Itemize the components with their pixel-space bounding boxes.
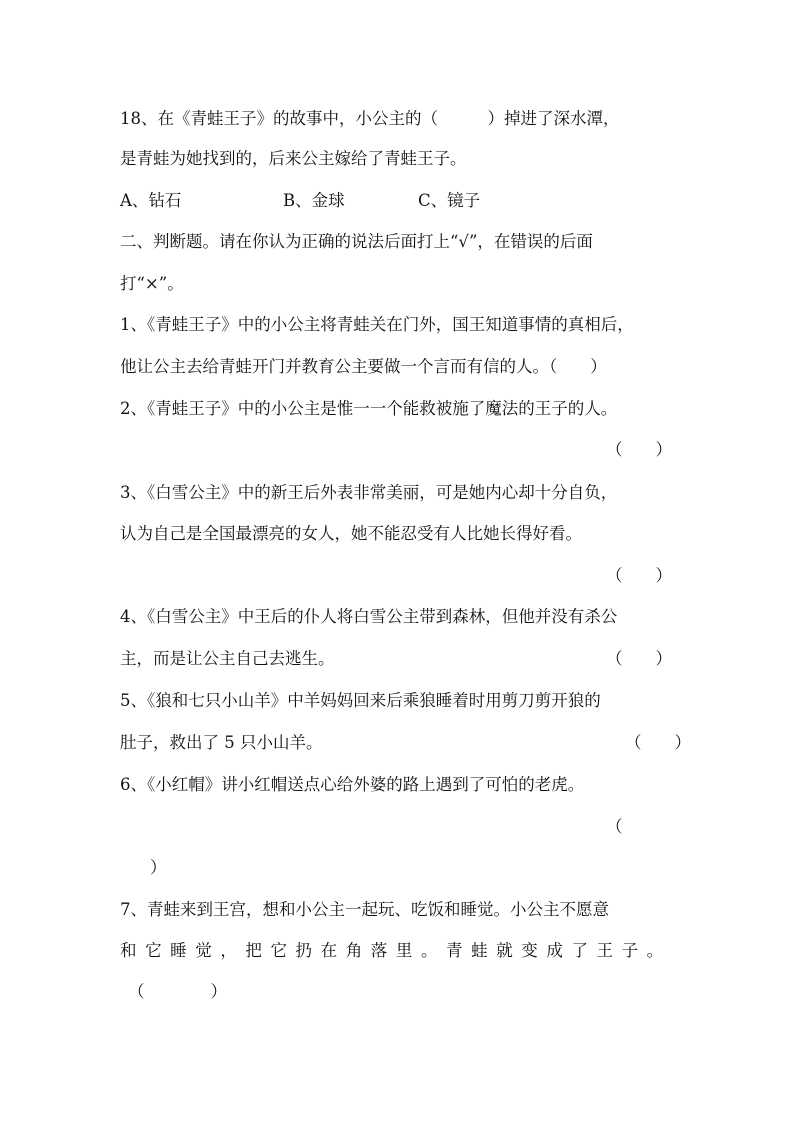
item6-line-1: 6、《小红帽》讲小红帽送点心给外婆的路上遇到了可怕的老虎。 [120,775,585,794]
q18-line-2: 是青蛙为她找到的，后来公主嫁给了青蛙王子。 [120,149,467,168]
item5-line-1: 5、《狼和七只小山羊》中羊妈妈回来后乘狼睡着时用剪刀剪开狼的 [120,691,601,710]
item3-answer-bracket: （ ） [606,566,672,585]
item1-line-2: 他让公主去给青蛙开门并教育公主要做一个言而有信的人。（ ） [120,357,607,376]
item7-line-2: 和它睡觉，把它扔在角落里。青蛙就变成了王子。 [120,941,672,960]
item2-line-1: 2、《青蛙王子》中的小公主是惟一一个能救被施了魔法的王子的人。 [120,399,618,418]
item3-line-2: 认为自己是全国最漂亮的女人，她不能忍受有人比她长得好看。 [120,524,582,543]
item7-answer-bracket: （ ） [128,982,227,1001]
item4-answer-bracket: （ ） [606,649,672,668]
item5-line-2: 肚子，救出了 5 只小山羊。 [120,733,323,752]
item6-bracket-close: ） [150,858,167,877]
item2-answer-bracket: （ ） [606,440,672,459]
section2-heading-line-1: 二、判断题。请在你认为正确的说法后面打上“√”，在错误的后面 [120,232,593,251]
q18-option-b: B、金球 [283,191,345,210]
q18-option-c: C、镜子 [418,191,481,210]
item4-line-2: 主，而是让公主自己去逃生。 [120,649,335,668]
item7-line-1: 7、青蛙来到王宫，想和小公主一起玩、吃饭和睡觉。小公主不愿意 [120,900,609,919]
item4-line-1: 4、《白雪公主》中王后的仆人将白雪公主带到森林，但他并没有杀公 [120,607,618,626]
q18-option-a: A、钻石 [120,191,182,210]
section2-heading-line-2: 打“×”。 [120,274,184,293]
q18-line-1: 18、在《青蛙王子》的故事中，小公主的（ ）掉进了深水潭， [120,109,620,128]
item3-line-1: 3、《白雪公主》中的新王后外表非常美丽，可是她内心却十分自负， [120,483,618,502]
item1-line-1: 1、《青蛙王子》中的小公主将青蛙关在门外，国王知道事情的真相后， [120,315,634,334]
item6-bracket-open: （ [606,817,623,836]
item5-answer-bracket: （ ） [625,733,691,752]
